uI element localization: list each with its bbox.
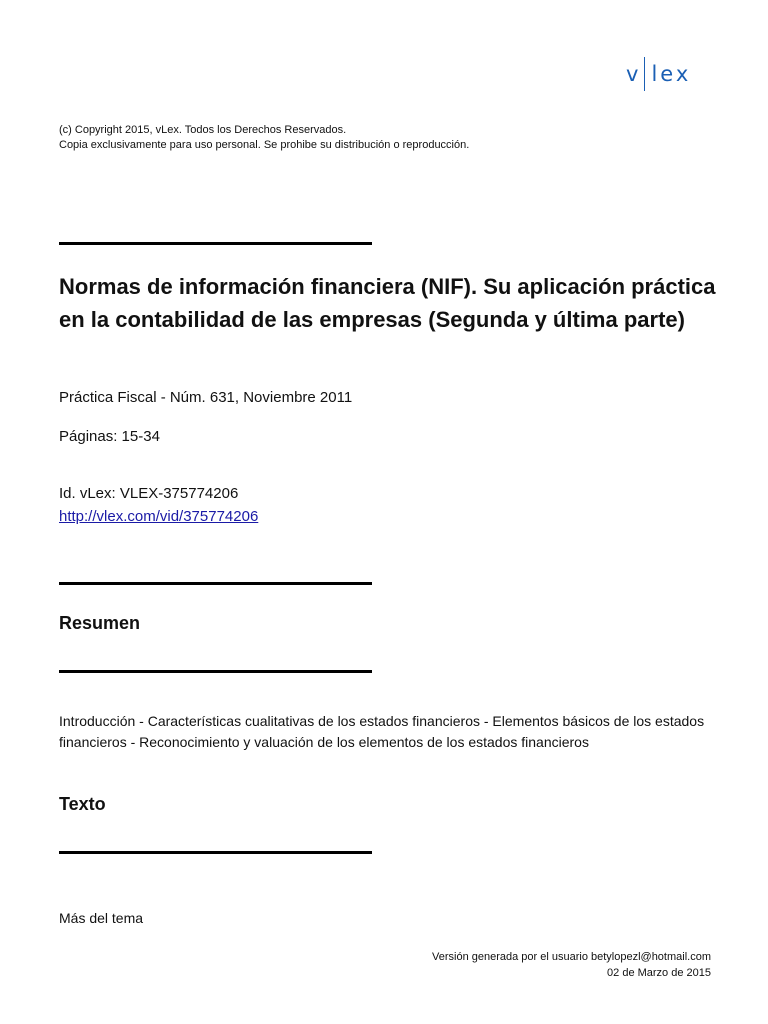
divider-after-summary-heading — [59, 670, 372, 673]
more-on-topic: Más del tema — [59, 910, 144, 926]
copyright-line-2: Copia exclusivamente para uso personal. Se prohibe su distribución o reproducción. — [59, 139, 470, 151]
divider-top — [59, 242, 372, 245]
copyright-notice — [59, 123, 469, 153]
divider-after-text-heading — [59, 851, 372, 854]
summary-heading: Resumen — [59, 613, 141, 633]
document-link-wrapper — [59, 506, 258, 528]
logo-letter-v: v — [626, 62, 642, 86]
summary-text: Introducción - Características cualitativas de los estados financieros - Elementos básicos de los estados financieros - Reconocimiento y valuación de los elementos de los estados financieros — [59, 713, 705, 750]
document-pages: Páginas: 15-34 — [59, 428, 160, 445]
footer-generated-by: Versión generada por el usuario betylopezl@hotmail.com — [432, 951, 711, 963]
copyright-line-1: (c) Copyright 2015, vLex. Todos los Derechos Reservados. — [59, 124, 347, 136]
vlex-logo — [626, 56, 691, 92]
footer — [432, 949, 711, 981]
logo-divider — [644, 57, 645, 91]
logo-letters-lex: lex — [651, 62, 692, 86]
divider-before-summary — [59, 582, 372, 585]
document-url-link[interactable]: http://vlex.com/vid/375774206 — [59, 508, 259, 525]
document-source: Práctica Fiscal - Núm. 631, Noviembre 2011 — [59, 389, 353, 406]
footer-date: 02 de Marzo de 2015 — [607, 967, 711, 979]
document-title: Normas de información financiera (NIF). Su aplicación práctica en la contabilidad de las empresas (Segunda y última parte) — [59, 274, 716, 332]
document-id: Id. vLex: VLEX-375774206 — [59, 485, 239, 502]
text-heading: Texto — [59, 794, 106, 814]
